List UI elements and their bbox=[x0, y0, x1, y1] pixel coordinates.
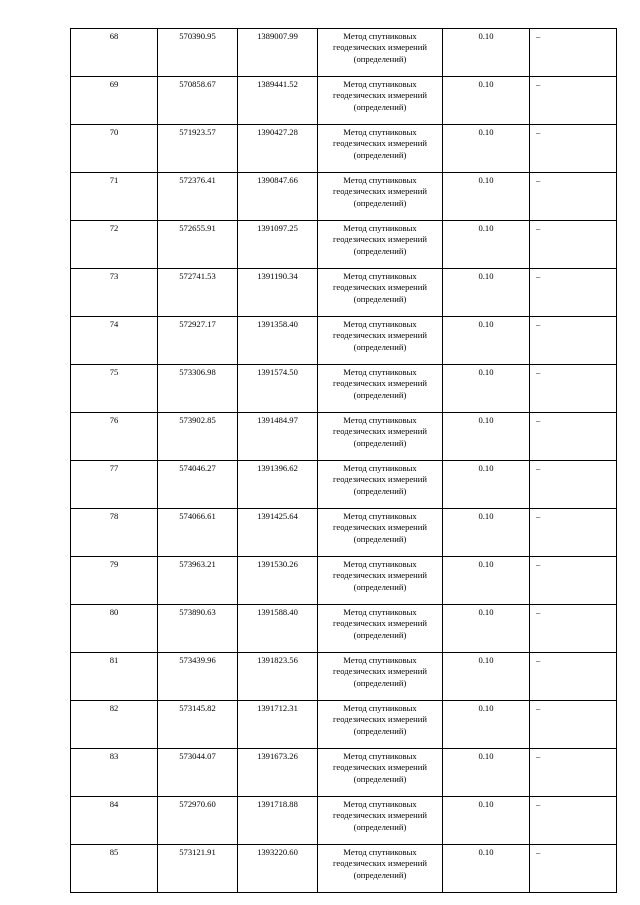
x-coordinate-cell: 572927.17 bbox=[158, 317, 238, 365]
point-number-cell: 75 bbox=[71, 365, 158, 413]
x-coordinate-cell: 573306.98 bbox=[158, 365, 238, 413]
table-row bbox=[71, 845, 617, 893]
note-cell: – bbox=[530, 269, 617, 317]
table-row bbox=[71, 797, 617, 845]
x-coordinate-cell: 570858.67 bbox=[158, 77, 238, 125]
x-coordinate-cell: 573902.85 bbox=[158, 413, 238, 461]
note-cell: – bbox=[530, 29, 617, 77]
note-cell: – bbox=[530, 125, 617, 173]
method-cell: Метод спутниковых геодезических измерений (определений) bbox=[318, 653, 443, 701]
method-cell: Метод спутниковых геодезических измерений (определений) bbox=[318, 77, 443, 125]
table-row bbox=[71, 749, 617, 797]
x-coordinate-cell: 572655.91 bbox=[158, 221, 238, 269]
accuracy-cell: 0.10 bbox=[443, 797, 530, 845]
x-coordinate-cell: 574066.61 bbox=[158, 509, 238, 557]
x-coordinate-cell: 574046.27 bbox=[158, 461, 238, 509]
accuracy-cell: 0.10 bbox=[443, 557, 530, 605]
table-row bbox=[71, 221, 617, 269]
point-number-cell: 72 bbox=[71, 221, 158, 269]
point-number-cell: 82 bbox=[71, 701, 158, 749]
accuracy-cell: 0.10 bbox=[443, 605, 530, 653]
accuracy-cell: 0.10 bbox=[443, 317, 530, 365]
table-row bbox=[71, 509, 617, 557]
x-coordinate-cell: 572970.60 bbox=[158, 797, 238, 845]
point-number-cell: 79 bbox=[71, 557, 158, 605]
table-row bbox=[71, 29, 617, 77]
y-coordinate-cell: 1391484.97 bbox=[238, 413, 318, 461]
y-coordinate-cell: 1391712.31 bbox=[238, 701, 318, 749]
table-row bbox=[71, 173, 617, 221]
y-coordinate-cell: 1391823.56 bbox=[238, 653, 318, 701]
point-number-cell: 77 bbox=[71, 461, 158, 509]
y-coordinate-cell: 1391425.64 bbox=[238, 509, 318, 557]
method-cell: Метод спутниковых геодезических измерений (определений) bbox=[318, 557, 443, 605]
y-coordinate-cell: 1389441.52 bbox=[238, 77, 318, 125]
note-cell: – bbox=[530, 509, 617, 557]
accuracy-cell: 0.10 bbox=[443, 413, 530, 461]
method-cell: Метод спутниковых геодезических измерений (определений) bbox=[318, 701, 443, 749]
point-number-cell: 81 bbox=[71, 653, 158, 701]
x-coordinate-cell: 573890.63 bbox=[158, 605, 238, 653]
accuracy-cell: 0.10 bbox=[443, 509, 530, 557]
method-cell: Метод спутниковых геодезических измерений (определений) bbox=[318, 797, 443, 845]
table-row bbox=[71, 365, 617, 413]
x-coordinate-cell: 570390.95 bbox=[158, 29, 238, 77]
method-cell: Метод спутниковых геодезических измерений (определений) bbox=[318, 173, 443, 221]
table-row bbox=[71, 701, 617, 749]
x-coordinate-cell: 573145.82 bbox=[158, 701, 238, 749]
y-coordinate-cell: 1391574.50 bbox=[238, 365, 318, 413]
note-cell: – bbox=[530, 173, 617, 221]
x-coordinate-cell: 572741.53 bbox=[158, 269, 238, 317]
y-coordinate-cell: 1391097.25 bbox=[238, 221, 318, 269]
y-coordinate-cell: 1391718.88 bbox=[238, 797, 318, 845]
note-cell: – bbox=[530, 605, 617, 653]
note-cell: – bbox=[530, 749, 617, 797]
note-cell: – bbox=[530, 413, 617, 461]
x-coordinate-cell: 573044.07 bbox=[158, 749, 238, 797]
x-coordinate-cell: 573439.96 bbox=[158, 653, 238, 701]
point-number-cell: 85 bbox=[71, 845, 158, 893]
point-number-cell: 80 bbox=[71, 605, 158, 653]
method-cell: Метод спутниковых геодезических измерений (определений) bbox=[318, 845, 443, 893]
method-cell: Метод спутниковых геодезических измерений (определений) bbox=[318, 605, 443, 653]
table-row bbox=[71, 77, 617, 125]
note-cell: – bbox=[530, 461, 617, 509]
method-cell: Метод спутниковых геодезических измерений (определений) bbox=[318, 29, 443, 77]
y-coordinate-cell: 1391673.26 bbox=[238, 749, 318, 797]
y-coordinate-cell: 1391530.26 bbox=[238, 557, 318, 605]
accuracy-cell: 0.10 bbox=[443, 125, 530, 173]
method-cell: Метод спутниковых геодезических измерений (определений) bbox=[318, 749, 443, 797]
method-cell: Метод спутниковых геодезических измерений (определений) bbox=[318, 317, 443, 365]
note-cell: – bbox=[530, 317, 617, 365]
accuracy-cell: 0.10 bbox=[443, 845, 530, 893]
note-cell: – bbox=[530, 557, 617, 605]
accuracy-cell: 0.10 bbox=[443, 365, 530, 413]
point-number-cell: 83 bbox=[71, 749, 158, 797]
table-row bbox=[71, 605, 617, 653]
accuracy-cell: 0.10 bbox=[443, 29, 530, 77]
accuracy-cell: 0.10 bbox=[443, 269, 530, 317]
note-cell: – bbox=[530, 845, 617, 893]
accuracy-cell: 0.10 bbox=[443, 77, 530, 125]
method-cell: Метод спутниковых геодезических измерений (определений) bbox=[318, 461, 443, 509]
method-cell: Метод спутниковых геодезических измерений (определений) bbox=[318, 269, 443, 317]
table-row bbox=[71, 317, 617, 365]
coordinates-table bbox=[70, 28, 617, 893]
note-cell: – bbox=[530, 221, 617, 269]
point-number-cell: 84 bbox=[71, 797, 158, 845]
note-cell: – bbox=[530, 77, 617, 125]
y-coordinate-cell: 1391396.62 bbox=[238, 461, 318, 509]
table-row bbox=[71, 269, 617, 317]
x-coordinate-cell: 573963.21 bbox=[158, 557, 238, 605]
point-number-cell: 71 bbox=[71, 173, 158, 221]
method-cell: Метод спутниковых геодезических измерений (определений) bbox=[318, 125, 443, 173]
y-coordinate-cell: 1391358.40 bbox=[238, 317, 318, 365]
accuracy-cell: 0.10 bbox=[443, 461, 530, 509]
accuracy-cell: 0.10 bbox=[443, 701, 530, 749]
y-coordinate-cell: 1390427.28 bbox=[238, 125, 318, 173]
point-number-cell: 76 bbox=[71, 413, 158, 461]
point-number-cell: 70 bbox=[71, 125, 158, 173]
method-cell: Метод спутниковых геодезических измерений (определений) bbox=[318, 509, 443, 557]
point-number-cell: 73 bbox=[71, 269, 158, 317]
table-row bbox=[71, 461, 617, 509]
point-number-cell: 69 bbox=[71, 77, 158, 125]
point-number-cell: 68 bbox=[71, 29, 158, 77]
coordinates-table-body bbox=[71, 29, 617, 893]
note-cell: – bbox=[530, 701, 617, 749]
note-cell: – bbox=[530, 797, 617, 845]
accuracy-cell: 0.10 bbox=[443, 653, 530, 701]
table-row bbox=[71, 653, 617, 701]
accuracy-cell: 0.10 bbox=[443, 749, 530, 797]
table-row bbox=[71, 557, 617, 605]
note-cell: – bbox=[530, 365, 617, 413]
method-cell: Метод спутниковых геодезических измерений (определений) bbox=[318, 413, 443, 461]
point-number-cell: 78 bbox=[71, 509, 158, 557]
x-coordinate-cell: 573121.91 bbox=[158, 845, 238, 893]
point-number-cell: 74 bbox=[71, 317, 158, 365]
y-coordinate-cell: 1389007.99 bbox=[238, 29, 318, 77]
x-coordinate-cell: 571923.57 bbox=[158, 125, 238, 173]
y-coordinate-cell: 1391190.34 bbox=[238, 269, 318, 317]
method-cell: Метод спутниковых геодезических измерений (определений) bbox=[318, 365, 443, 413]
y-coordinate-cell: 1391588.40 bbox=[238, 605, 318, 653]
accuracy-cell: 0.10 bbox=[443, 173, 530, 221]
table-row bbox=[71, 125, 617, 173]
y-coordinate-cell: 1393220.60 bbox=[238, 845, 318, 893]
table-row bbox=[71, 413, 617, 461]
y-coordinate-cell: 1390847.66 bbox=[238, 173, 318, 221]
note-cell: – bbox=[530, 653, 617, 701]
x-coordinate-cell: 572376.41 bbox=[158, 173, 238, 221]
method-cell: Метод спутниковых геодезических измерений (определений) bbox=[318, 221, 443, 269]
accuracy-cell: 0.10 bbox=[443, 221, 530, 269]
